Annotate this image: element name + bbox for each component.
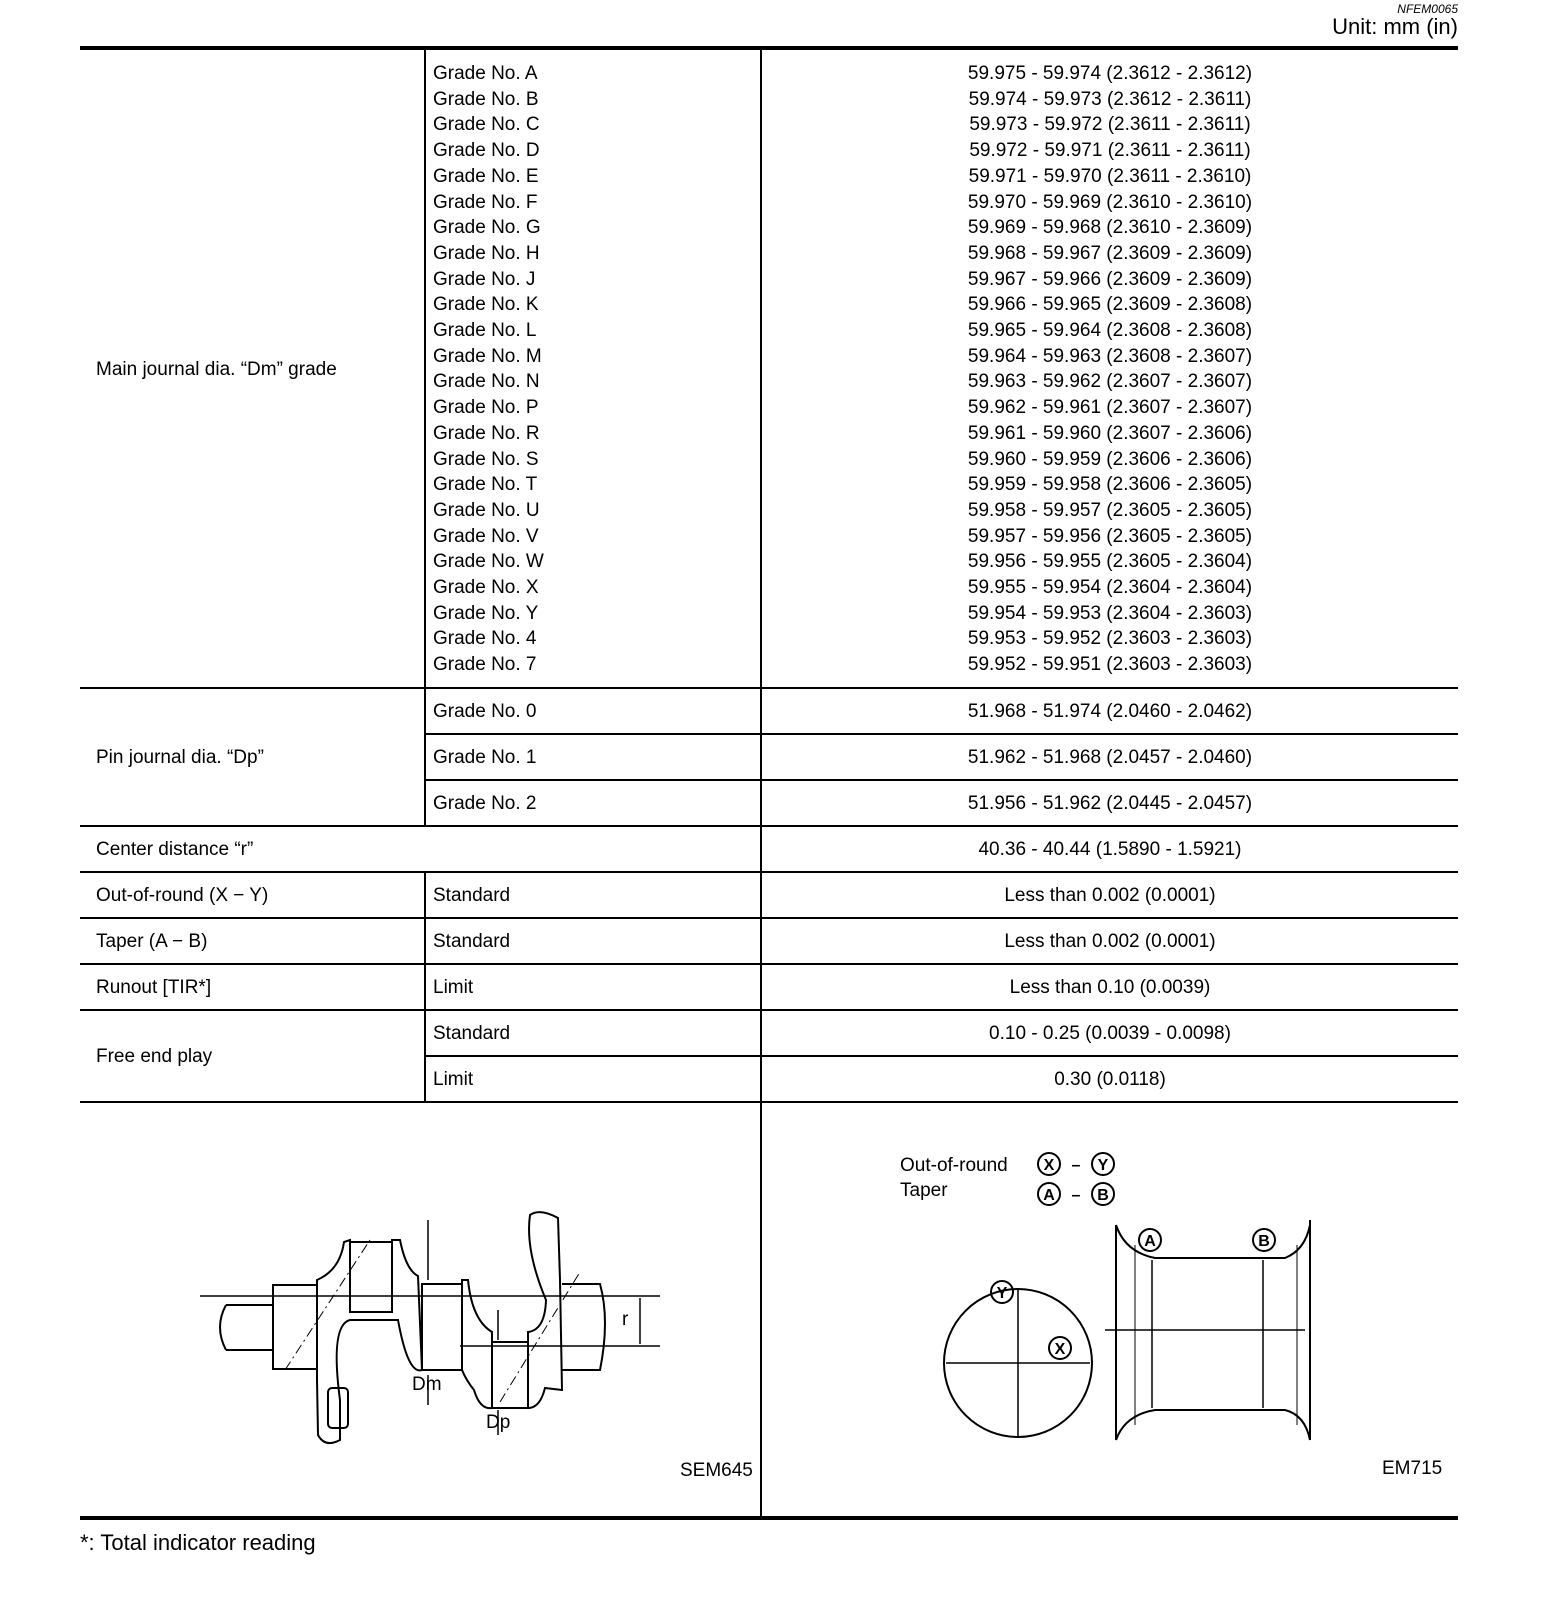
main-value: 59.968 - 59.967 (2.3609 - 2.3609) (967, 242, 1253, 264)
divider (80, 1009, 1458, 1011)
pin-journal-label: Pin journal dia. “Dp” (96, 747, 264, 768)
document-code: NFEM0065 (1397, 2, 1458, 16)
center-distance-value: 40.36 - 40.44 (1.5890 - 1.5921) (978, 839, 1242, 860)
pin-value: 51.956 - 51.962 (2.0445 - 2.0457) (967, 793, 1253, 814)
main-grade: Grade No. 7 (433, 654, 537, 676)
main-grade: Grade No. Y (433, 602, 539, 624)
main-value: 59.975 - 59.974 (2.3612 - 2.3612) (967, 63, 1253, 84)
x-circle-label: X (1043, 1157, 1055, 1174)
main-grade: Grade No. C (433, 114, 540, 136)
crankshaft-diagram (190, 1170, 670, 1460)
main-grade: Grade No. H (433, 242, 540, 264)
main-journal-label: Main journal dia. “Dm” grade (96, 359, 337, 380)
main-grade: Grade No. B (433, 88, 539, 110)
figure-code-left: SEM645 (680, 1460, 753, 1481)
main-grade: Grade No. T (433, 474, 538, 496)
dm-label: Dm (412, 1374, 442, 1395)
main-value: 59.969 - 59.968 (2.3610 - 2.3609) (967, 217, 1253, 239)
main-value: 59.967 - 59.966 (2.3609 - 2.3609) (967, 268, 1253, 290)
main-value: 59.960 - 59.959 (2.3606 - 2.3606) (967, 448, 1253, 470)
crank-pin (492, 1342, 528, 1408)
main-grade: Grade No. A (433, 63, 538, 84)
pin-value: 51.968 - 51.974 (2.0460 - 2.0462) (967, 701, 1253, 722)
divider (425, 733, 1458, 735)
figure-code-right: EM715 (1382, 1458, 1443, 1479)
out-of-round-legend: Out-of-round (900, 1155, 1008, 1176)
main-value: 59.958 - 59.957 (2.3605 - 2.3605) (967, 499, 1253, 521)
main-value: 59.962 - 59.961 (2.3607 - 2.3607) (967, 397, 1253, 419)
main-value: 59.971 - 59.970 (2.3611 - 2.3610) (968, 165, 1252, 187)
taper-label: Taper (A − B) (96, 931, 208, 952)
pin-grade: Grade No. 0 (433, 701, 537, 722)
main-value: 59.953 - 59.952 (2.3603 - 2.3603) (967, 628, 1253, 650)
main-value: 59.972 - 59.971 (2.3611 - 2.3611) (969, 140, 1251, 162)
divider (80, 917, 1458, 919)
free-end-play-label: Free end play (96, 1046, 213, 1067)
main-grade: Grade No. W (433, 551, 544, 573)
out-of-round-value: Less than 0.002 (0.0001) (1004, 885, 1216, 906)
main-value: 59.954 - 59.953 (2.3604 - 2.3603) (967, 602, 1253, 624)
main-grade: Grade No. V (433, 525, 539, 547)
main-grade: Grade No. R (433, 422, 540, 444)
pin-grade: Grade No. 1 (433, 747, 537, 768)
out-of-round-sub: Standard (433, 885, 511, 906)
main-grade: Grade No. K (433, 294, 539, 316)
shaft-end (220, 1305, 273, 1350)
divider (80, 687, 1458, 689)
taper-sub: Standard (433, 931, 511, 952)
dash: – (1071, 1157, 1081, 1174)
main-value: 59.961 - 59.960 (2.3607 - 2.3606) (967, 422, 1253, 444)
front-journal (273, 1285, 317, 1369)
a-circle-label: A (1144, 1233, 1156, 1250)
main-value: 59.963 - 59.962 (2.3607 - 2.3607) (967, 371, 1253, 393)
crank-web (317, 1240, 422, 1443)
a-circle-label: A (1043, 1187, 1055, 1204)
main-value: 59.965 - 59.964 (2.3608 - 2.3608) (967, 320, 1253, 341)
dash: – (1071, 1187, 1081, 1204)
free-end-play-sub: Limit (433, 1069, 474, 1090)
journal-measurement-diagram (890, 1140, 1350, 1460)
main-grade: Grade No. 4 (433, 628, 537, 650)
counterweight (328, 1388, 348, 1428)
table-top-border (80, 46, 1458, 50)
pin-grade: Grade No. 2 (433, 793, 537, 814)
main-value: 59.973 - 59.972 (2.3611 - 2.3611) (969, 114, 1251, 136)
main-grade: Grade No. N (433, 371, 540, 393)
unit-label: Unit: mm (in) (1332, 14, 1458, 39)
journal-side-bottom (1116, 1410, 1310, 1440)
footnote: *: Total indicator reading (80, 1530, 316, 1555)
centerline (285, 1240, 370, 1370)
column-divider (424, 871, 426, 1103)
divider (425, 779, 1458, 781)
main-value: 59.970 - 59.969 (2.3610 - 2.3610) (967, 191, 1253, 213)
b-circle-label: B (1258, 1233, 1270, 1250)
main-value: 59.956 - 59.955 (2.3605 - 2.3604) (967, 551, 1253, 573)
divider (425, 1055, 1458, 1057)
main-grade: Grade No. D (433, 140, 540, 162)
centerline (500, 1272, 580, 1402)
main-grade: Grade No. X (433, 577, 539, 598)
divider (80, 871, 1458, 873)
free-end-play-value: 0.30 (0.0118) (1054, 1069, 1166, 1090)
divider (80, 963, 1458, 965)
column-divider (424, 48, 426, 827)
rear-journal (562, 1284, 605, 1370)
taper-value: Less than 0.002 (0.0001) (1004, 931, 1216, 952)
main-grade: Grade No. L (433, 320, 537, 341)
dp-label: Dp (486, 1412, 511, 1433)
y-circle-label: Y (996, 1285, 1008, 1302)
main-grade: Grade No. F (433, 191, 538, 213)
taper-legend: Taper (900, 1180, 948, 1201)
b-circle-label: B (1097, 1187, 1109, 1204)
main-grade: Grade No. P (433, 397, 539, 419)
crank-web (462, 1280, 492, 1408)
main-value: 59.952 - 59.951 (2.3603 - 2.3603) (967, 654, 1253, 676)
divider (80, 1101, 1458, 1103)
crank-pin (350, 1242, 392, 1312)
main-grade: Grade No. S (433, 448, 539, 470)
main-grade: Grade No. U (433, 499, 540, 521)
main-grade: Grade No. E (433, 165, 539, 187)
free-end-play-sub: Standard (433, 1023, 511, 1044)
main-value: 59.959 - 59.958 (2.3606 - 2.3605) (967, 474, 1253, 496)
y-circle-label: Y (1097, 1157, 1109, 1174)
main-value: 59.957 - 59.956 (2.3605 - 2.3605) (967, 525, 1253, 547)
pin-value: 51.962 - 51.968 (2.0457 - 2.0460) (967, 747, 1253, 768)
main-grade: Grade No. G (433, 217, 541, 239)
center-distance-label: Center distance “r” (96, 839, 254, 860)
free-end-play-value: 0.10 - 0.25 (0.0039 - 0.0098) (989, 1023, 1231, 1044)
table-bottom-border (80, 1516, 1458, 1520)
main-grade: Grade No. J (433, 268, 536, 290)
main-journal (422, 1284, 462, 1370)
main-grade: Grade No. M (433, 345, 542, 367)
r-label: r (622, 1309, 629, 1330)
runout-sub: Limit (433, 977, 474, 998)
out-of-round-label: Out-of-round (X − Y) (96, 885, 269, 906)
main-value: 59.964 - 59.963 (2.3608 - 2.3607) (967, 345, 1253, 367)
main-value: 59.966 - 59.965 (2.3609 - 2.3608) (967, 294, 1253, 316)
main-value: 59.955 - 59.954 (2.3604 - 2.3604) (967, 577, 1253, 598)
runout-value: Less than 0.10 (0.0039) (1009, 977, 1211, 998)
divider (80, 825, 1458, 827)
runout-label: Runout [TIR*] (96, 977, 212, 998)
x-circle-label: X (1054, 1341, 1066, 1358)
main-value: 59.974 - 59.973 (2.3612 - 2.3611) (968, 88, 1252, 110)
